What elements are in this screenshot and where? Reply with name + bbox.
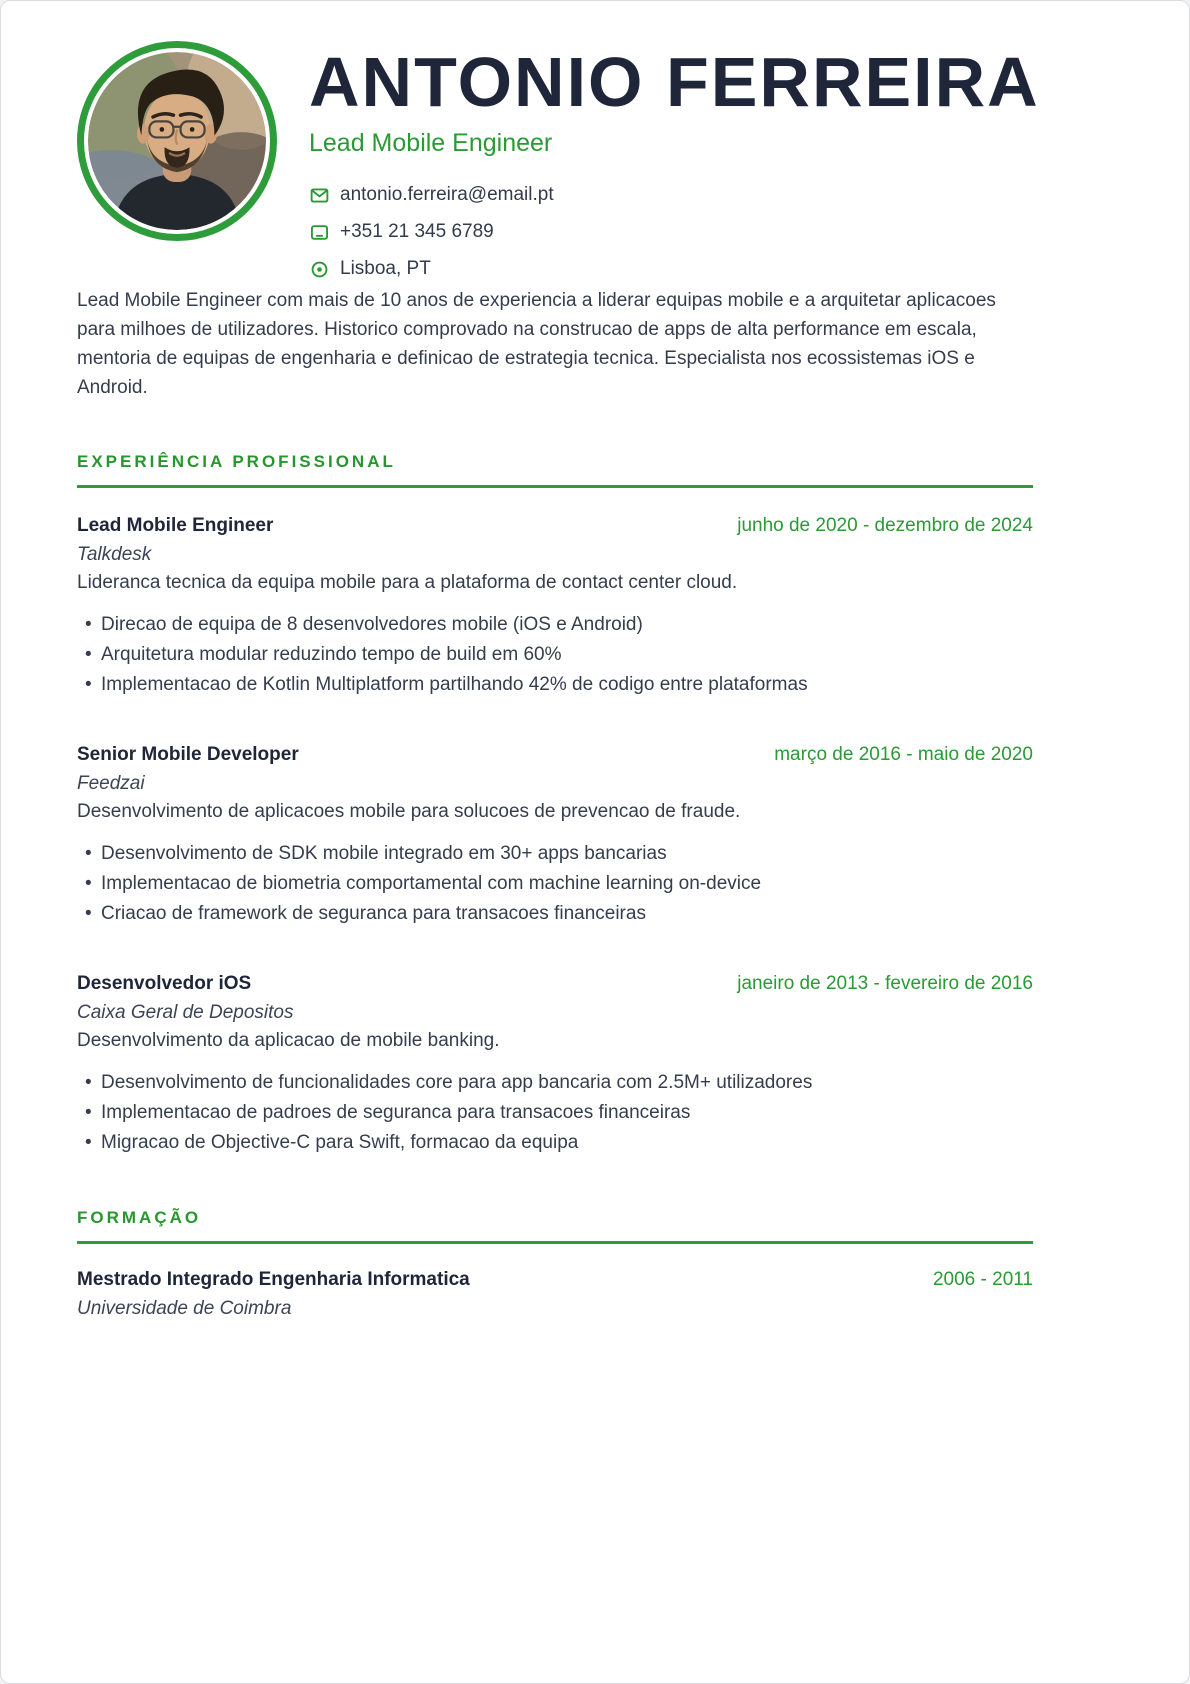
contact-email [309, 184, 1031, 206]
section-title-experience: EXPERIÊNCIA PROFISSIONAL [77, 452, 396, 471]
person-name: ANTONIO FERREIRA [309, 43, 1040, 121]
job-role: Desenvolvedor iOS [77, 973, 252, 994]
entry-header [77, 515, 1033, 537]
job-bullet-list [77, 839, 1033, 929]
job-bullet: • Criacao de framework de seguranca para transacoes financeiras [77, 899, 1033, 929]
job-description: Desenvolvimento da aplicacao de mobile banking. [77, 1030, 500, 1051]
resume-header [77, 41, 1040, 280]
section-title-education: FORMAÇÃO [77, 1208, 202, 1227]
job-company: Talkdesk [77, 544, 152, 565]
experience-entry [77, 973, 1033, 1158]
job-description: Lideranca tecnica da equipa mobile para a plataforma de contact center cloud. [77, 572, 738, 593]
job-dates: junho de 2020 - dezembro de 2024 [737, 515, 1033, 536]
job-role: Senior Mobile Developer [77, 744, 299, 765]
entry-header [77, 1269, 1033, 1291]
degree-name: Mestrado Integrado Engenharia Informatica [77, 1269, 470, 1290]
job-bullet: • Desenvolvimento de funcionalidades core para app bancaria com 2.5M+ utilizadores [77, 1068, 1033, 1098]
contact-phone-text: +351 21 345 6789 [340, 221, 494, 242]
job-company: Caixa Geral de Depositos [77, 1002, 294, 1023]
job-bullet: • Arquitetura modular reduzindo tempo de build em 60% [77, 640, 1033, 670]
header-text-column [309, 41, 1040, 280]
job-bullet-list [77, 1068, 1033, 1158]
entry-header [77, 744, 1033, 766]
job-bullet: • Implementacao de padroes de seguranca para transacoes financeiras [77, 1098, 1033, 1128]
contact-location-text: Lisboa, PT [340, 258, 431, 279]
degree-dates: 2006 - 2011 [932, 1269, 1033, 1290]
phone-icon [309, 222, 330, 243]
job-company: Feedzai [77, 773, 145, 794]
experience-entry [77, 744, 1033, 929]
profile-photo [77, 41, 277, 241]
section-divider [77, 1241, 1033, 1244]
job-bullet: • Implementacao de Kotlin Multiplatform partilhando 42% de codigo entre plataformas [77, 670, 1033, 700]
job-dates: janeiro de 2013 - fevereiro de 2016 [737, 973, 1033, 994]
job-bullet: • Direcao de equipa de 8 desenvolvedores mobile (iOS e Android) [77, 610, 1033, 640]
entry-header [77, 973, 1033, 995]
job-role: Lead Mobile Engineer [77, 515, 274, 536]
person-job-title: Lead Mobile Engineer [309, 129, 553, 157]
job-bullet: • Implementacao de biometria comportamental com machine learning on-device [77, 869, 1033, 899]
job-bullet-list [77, 610, 1033, 700]
email-icon [309, 185, 330, 206]
school-name: Universidade de Coimbra [77, 1298, 292, 1319]
education-entry [77, 1269, 1033, 1320]
contact-email-text: antonio.ferreira@email.pt [340, 184, 554, 205]
contact-list [309, 184, 1031, 280]
profile-photo-illustration [88, 52, 266, 230]
contact-phone [309, 221, 1031, 243]
contact-location [309, 258, 1031, 280]
job-bullet: • Migracao de Objective-C para Swift, formacao da equipa [77, 1128, 1033, 1158]
job-dates: março de 2016 - maio de 2020 [774, 744, 1033, 765]
job-bullet: • Desenvolvimento de SDK mobile integrado em 30+ apps bancarias [77, 839, 1033, 869]
summary-paragraph: Lead Mobile Engineer com mais de 10 anos de experiencia a liderar equipas mobile e a arquitetar aplicacoes para milhoes de utilizadores. Historico comprovado na construcao de apps de alta performance em escala, mentoria de equipas de engenharia e definicao de estrategia tecnica. Especialista nos ecossistemas iOS e Android. [77, 290, 996, 398]
experience-entry [77, 515, 1033, 700]
job-description: Desenvolvimento de aplicacoes mobile para solucoes de prevencao de fraude. [77, 801, 741, 822]
section-divider [77, 485, 1033, 488]
location-icon [309, 259, 330, 280]
